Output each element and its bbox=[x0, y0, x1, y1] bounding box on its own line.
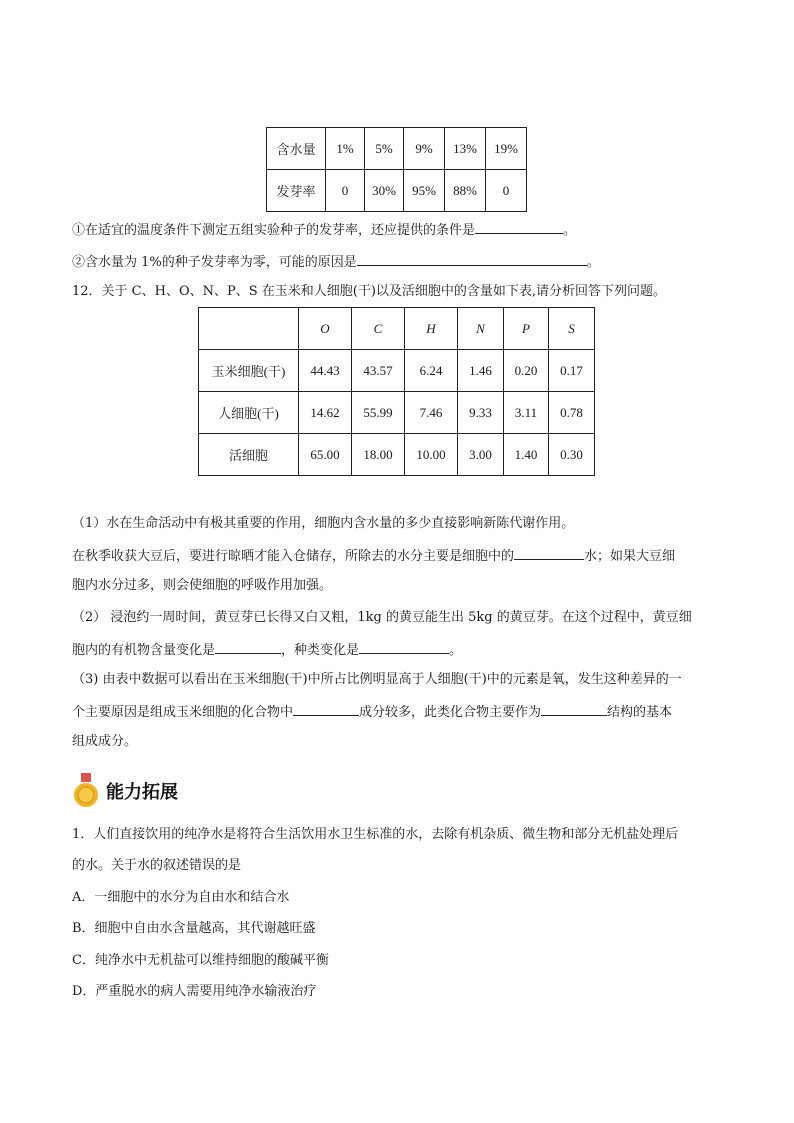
table-cell: 5% bbox=[365, 128, 404, 170]
table-cell: 65.00 bbox=[299, 434, 352, 476]
mc-option-d[interactable]: D．严重脱水的病人需要用纯净水输液治疗 bbox=[72, 984, 317, 999]
table-cell: 9% bbox=[404, 128, 445, 170]
table-cell: 7.46 bbox=[405, 392, 458, 434]
column-header: O bbox=[299, 308, 352, 350]
row-label: 含水量 bbox=[267, 128, 326, 170]
table-cell: 9.33 bbox=[458, 392, 504, 434]
row-label: 发芽率 bbox=[267, 170, 326, 212]
question-condition: ①在适宜的温度条件下测定五组实验种子的发芽率，还应提供的条件是 。 bbox=[72, 223, 577, 238]
answer-blank[interactable] bbox=[475, 221, 563, 234]
table-cell: 13% bbox=[445, 128, 486, 170]
subquestion-3-end: 组成成分。 bbox=[72, 734, 138, 749]
subquestion-1-cont: 在秋季收获大豆后，要进行晾晒才能入仓储存，所除去的水分主要是细胞中的 水；如果大豆细 bbox=[72, 549, 676, 564]
section-title: 能力拓展 bbox=[106, 782, 178, 803]
answer-blank[interactable] bbox=[359, 641, 449, 654]
question-12-intro: 12．关于 C、H、O、N、P、S 在玉米和人细胞(干)以及活细胞中的含量如下表,请分析回答下列问题。 bbox=[72, 284, 667, 299]
table-cell: 95% bbox=[404, 170, 445, 212]
table-cell: 0.17 bbox=[549, 350, 595, 392]
table-cell: 14.62 bbox=[299, 392, 352, 434]
answer-blank[interactable] bbox=[215, 641, 281, 654]
table-cell: 88% bbox=[445, 170, 486, 212]
table-header-row bbox=[199, 308, 595, 350]
table-cell: 0.78 bbox=[549, 392, 595, 434]
row-label: 玉米细胞(干) bbox=[199, 350, 299, 392]
subquestion-3: （3) 由表中数据可以看出在玉米细胞(干)中所占比例明显高于人细胞(干)中的元素是氧，发生这种差异的一 bbox=[72, 672, 682, 687]
mc-option-a[interactable]: A．一细胞中的水分为自由水和结合水 bbox=[72, 890, 290, 905]
table-cell: 44.43 bbox=[299, 350, 352, 392]
table-row bbox=[199, 434, 595, 476]
column-header: C bbox=[352, 308, 405, 350]
mc-option-b[interactable]: B．细胞中自由水含量越高，其代谢越旺盛 bbox=[72, 921, 316, 936]
column-header: H bbox=[405, 308, 458, 350]
question-reason: ②含水量为 1%的种子发芽率为零，可能的原因是 。 bbox=[72, 255, 600, 270]
germination-table bbox=[266, 127, 527, 212]
table-cell: 43.57 bbox=[352, 350, 405, 392]
table-cell: 1.40 bbox=[504, 434, 549, 476]
element-content-table bbox=[198, 307, 595, 476]
medal-icon bbox=[72, 773, 100, 809]
table-cell: 1% bbox=[326, 128, 365, 170]
subquestion-1: （1）水在生命活动中有极其重要的作用，细胞内含水量的多少直接影响新陈代谢作用。 bbox=[72, 516, 575, 531]
answer-blank[interactable] bbox=[541, 703, 607, 716]
section-header bbox=[72, 773, 178, 809]
answer-blank[interactable] bbox=[357, 253, 587, 266]
mc-question-stem: 1．人们直接饮用的纯净水是将符合生活饮用水卫生标准的水，去除有机杂质、微生物和部分无机盐处理后 bbox=[72, 827, 679, 842]
table-row bbox=[267, 128, 527, 170]
table-cell: 18.00 bbox=[352, 434, 405, 476]
table-cell: 30% bbox=[365, 170, 404, 212]
row-label: 人细胞(干) bbox=[199, 392, 299, 434]
table-cell: 6.24 bbox=[405, 350, 458, 392]
table-cell: 0 bbox=[326, 170, 365, 212]
column-header: P bbox=[504, 308, 549, 350]
table-cell: 0.20 bbox=[504, 350, 549, 392]
answer-blank[interactable] bbox=[514, 547, 584, 560]
subquestion-2: （2） 浸泡约一周时间，黄豆芽已长得又白又粗，1kg 的黄豆能生出 5kg 的黄豆芽。在这个过程中，黄豆细 bbox=[72, 610, 692, 625]
column-header: S bbox=[549, 308, 595, 350]
mc-question-stem-cont: 的水。关于水的叙述错误的是 bbox=[72, 858, 242, 873]
answer-blank[interactable] bbox=[293, 703, 359, 716]
subquestion-3-cont: 个主要原因是组成玉米细胞的化合物中 成分较多，此类化合物主要作为 结构的基本 bbox=[72, 705, 673, 720]
subquestion-2-cont: 胞内的有机物含量变化是 ，种类变化是 。 bbox=[72, 643, 463, 658]
table-cell: 3.11 bbox=[504, 392, 549, 434]
table-cell: 55.99 bbox=[352, 392, 405, 434]
column-header: N bbox=[458, 308, 504, 350]
table-cell: 0 bbox=[486, 170, 527, 212]
table-cell: 19% bbox=[486, 128, 527, 170]
row-label: 活细胞 bbox=[199, 434, 299, 476]
table-row bbox=[199, 392, 595, 434]
table-cell: 3.00 bbox=[458, 434, 504, 476]
table-cell: 0.30 bbox=[549, 434, 595, 476]
mc-option-c[interactable]: C．纯净水中无机盐可以维持细胞的酸碱平衡 bbox=[72, 953, 329, 968]
table-row bbox=[199, 350, 595, 392]
table-cell: 10.00 bbox=[405, 434, 458, 476]
table-cell: 1.46 bbox=[458, 350, 504, 392]
table-row bbox=[267, 170, 527, 212]
subquestion-1-end: 胞内水分过多，则会使细胞的呼吸作用加强。 bbox=[72, 578, 333, 593]
